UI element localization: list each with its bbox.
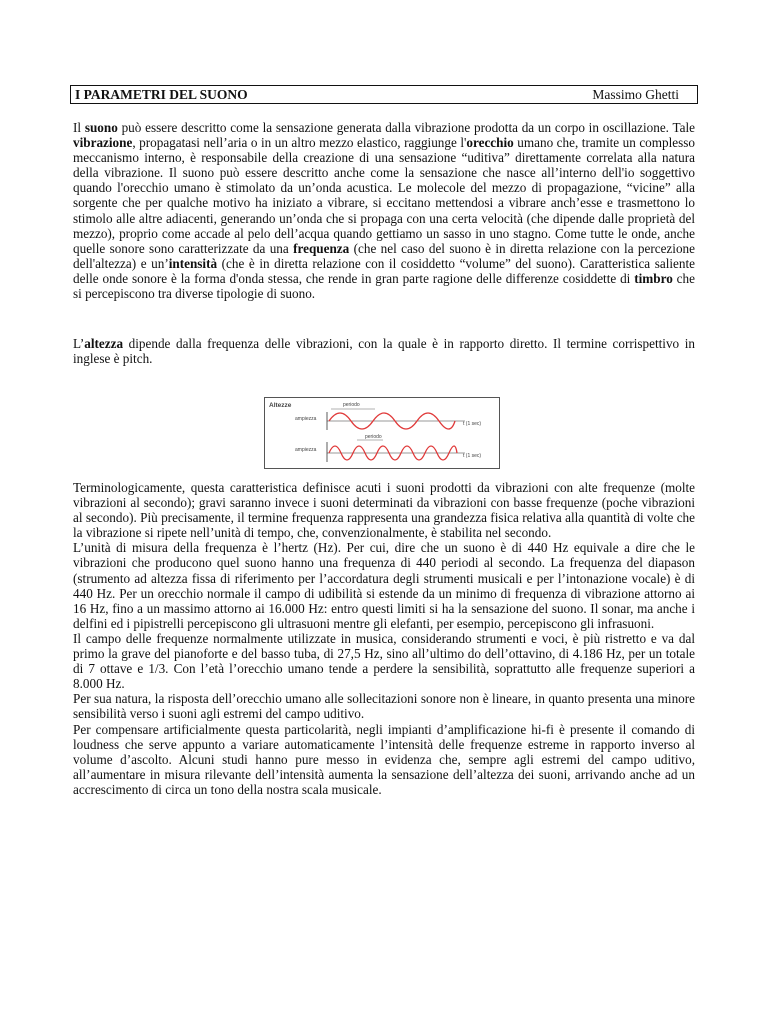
term-intensita: intensità (168, 255, 218, 271)
amp-label-bottom: ampiezza (295, 447, 317, 453)
waveform-figure (264, 397, 500, 469)
time-label-top: t (1 sec) (463, 421, 482, 427)
paragraph-loudness: Per compensare artificialmente questa particolarità, negli impianti d’amplificazione hi-fi è presente il comando di loudness che serve appunto a variare automaticamente l’intensità delle frequenze estreme in rapporto inverso al volume d’ascolto. Alcuni studi hanno pure messo in evidenza che, sempre agli estremi del campo uditivo, all’aumentare in misura rilevante dell’intensità aumenta la sensazione dell’altezza dei suoni, arrivando anche ad un accrescimento di circa un tono della nostra scala musicale. (73, 721, 695, 797)
term-frequenza: frequenza (293, 240, 350, 256)
document-author: Massimo Ghetti (592, 86, 679, 102)
paragraph-intro: Il suono può essere descritto come la sensazione generata dalla vibrazione prodotta da un corpo in oscillazione. Tale vibrazione, propagatasi nell’aria o in un altro mezzo elastico, raggiunge l'orecchio umano che, tramite un complesso meccanismo interno, è responsabile della creazione di una sensazione “uditiva” direttamente correlata alla natura della vibrazione. Il suono può essere descritto anche come la sensazione che nasce all’interno dell'io soggettivo quando l'orecchio umano è stimolato da un’onda acustica. Le molecole del mezzo di propagazione, “vicine” alla sorgente che per qualche motivo ha iniziato a vibrare, si eccitano mettendosi a vibrare anch’esse e trasmettono lo stimolo alle altre adiacenti, generando un’onda che si propaga con una certa velocità (che dipende dalle proprietà del mezzo), proprio come accade al pelo dell’acqua quando gettiamo un sasso in uno stagno. Come tutte le onde, anche quelle sonore sono caratterizzate da una frequenza (che nel caso del suono è in diretta relazione con la percezione dell'altezza) e un’intensità (che è in diretta relazione con il cosiddetto “volume” del suono). Caratteristica saliente delle onde sonore è la forma d'onda stessa, che rende in gran parte ragione delle differenze cosiddette di timbro che si percepiscono tra diverse tipologie di suono. (73, 120, 696, 302)
amp-label-top: ampiezza (295, 416, 317, 422)
term-timbro: timbro (634, 270, 673, 286)
paragraph-altezza: L’altezza dipende dalla frequenza delle vibrazioni, con la quale è in rapporto diretto. Il termine corrispettivo in inglese è pitch. (73, 336, 695, 367)
term-suono: suono (84, 120, 118, 135)
paragraph-risposta-orecchio: Per sua natura, la risposta dell’orecchio umano alle sollecitazioni sonore non è lineare, in quanto presenta una minore sensibilità verso i suoni agli estremi del campo uditivo. (73, 691, 695, 722)
period-label-bottom: periodo (365, 434, 382, 440)
figure-title: Altezze (269, 402, 292, 409)
term-altezza: altezza (84, 336, 124, 351)
document-title: I PARAMETRI DEL SUONO (75, 86, 248, 102)
document-header (70, 85, 698, 104)
paragraph-group (73, 480, 695, 797)
paragraph-terminologia: Terminologicamente, questa caratteristica definisce acuti i suoni prodotti da vibrazioni con alte frequenze (molte vibrazioni al secondo); gravi saranno invece i suoni determinati da vibrazioni con basse frequenze (poche vibrazioni al secondo). Più precisamente, il termine frequenza rappresenta una grandezza fisica relativa alla quantità di volte che la vibrazione si ripete nell’unità di tempo, che, convenzionalmente, è stabilita nel secondo. (73, 480, 695, 541)
paragraph-hertz: L’unità di misura della frequenza è l’hertz (Hz). Per cui, dire che un suono è di 440 Hz equivale a dire che le vibrazioni che producono quel suono hanno una frequenza di 440 periodi al secondo. La frequenza del diapason (strumento ad altezza fissa di riferimento per l’accordatura degli strumenti musicali e per l’intonazione vocale) è di 440 Hz. Per un orecchio normale il campo di udibilità si estende da un minimo di frequenza di vibrazione attorno ai 16 Hz, fino a un massimo attorno ai 16.000 Hz: entro questi limiti si ha la sensazione del suono. Il sonar, ma anche i delfini ed i pipistrelli percepiscono gli ultrasuoni mentre gli elefanti, per esempio, percepiscono gli infrasuoni. (73, 540, 695, 631)
period-label-top: periodo (343, 402, 360, 408)
paragraph-campo-musicale: Il campo delle frequenze normalmente utilizzate in musica, considerando strumenti e voci, è più ristretto e va dal primo la grave del pianoforte e del basso tuba, di 27,5 Hz, sino all’ultimo do dell’ottavino, di 4.186 Hz, per un totale di 7 ottave e 1/3. Con l’età l’orecchio umano tende a perdere la sensibilità, soprattutto alle frequenze superiori a 8.000 Hz. (73, 630, 695, 692)
term-orecchio: orecchio (466, 135, 514, 151)
term-vibrazione: vibrazione (73, 135, 133, 151)
time-label-bottom: t (1 sec) (463, 453, 482, 459)
